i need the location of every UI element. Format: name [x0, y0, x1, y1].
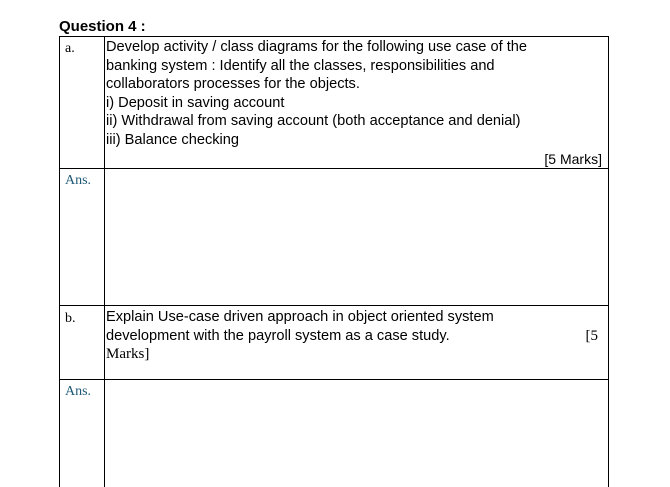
part-a-marks: [5 Marks] [544, 151, 602, 167]
answer-b-label: Ans. [65, 384, 92, 399]
part-a-question [106, 38, 606, 149]
part-a-line-1: Develop activity / class diagrams for the following use case of the [106, 39, 527, 55]
part-a-line-2: banking system : Identify all the classes, responsibilities and [106, 57, 495, 74]
question-title: Question 4 : [59, 18, 146, 35]
part-b-label: b. [65, 311, 76, 326]
part-b-marks-start: [5 [585, 327, 598, 344]
part-a-line-4: i) Deposit in saving account [106, 94, 285, 111]
part-a-line-6: iii) Balance checking [106, 131, 240, 148]
part-b-line-2: development with the payroll system as a case study. [106, 327, 450, 344]
part-b-line-1: Explain Use-case driven approach in object oriented system [106, 309, 494, 325]
answer-a-label: Ans. [65, 173, 92, 188]
row-divider-b [59, 379, 609, 380]
column-divider [104, 36, 105, 487]
part-b-question [106, 308, 606, 364]
row-divider-ans-a [59, 305, 609, 306]
part-a-label: a. [65, 41, 75, 56]
row-divider-a [59, 168, 609, 169]
part-a-line-3: collaborators processes for the objects. [106, 76, 360, 92]
part-a-line-5: ii) Withdrawal from saving account (both acceptance and denial) [106, 113, 521, 129]
part-b-marks-end: Marks] [106, 346, 150, 362]
part-b-line-2-row [106, 327, 606, 346]
